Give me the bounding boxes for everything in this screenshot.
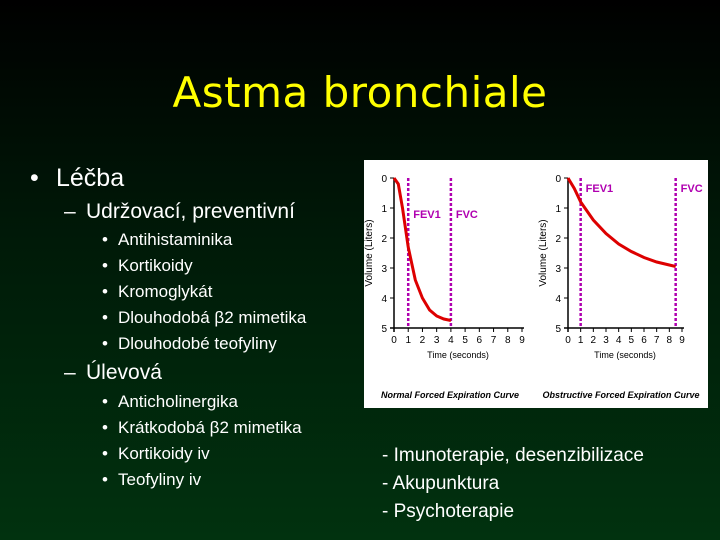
list-item: Krátkodobá β2 mimetika [118, 418, 302, 437]
y-tick-label: 5 [381, 324, 387, 335]
y-tick-label: 4 [555, 294, 561, 305]
marker-label: FVC [680, 183, 703, 195]
list-item: Kortikoidy [118, 256, 193, 275]
y-tick-label: 5 [555, 324, 561, 335]
list-item: Antihistaminika [118, 230, 233, 249]
marker-label: FEV1 [413, 209, 441, 221]
note-immunotherapy: - Imunoterapie, desenzibilizace [382, 445, 644, 466]
list-item: Kromoglykát [118, 282, 213, 301]
chart-caption: Obstructive Forced Expiration Curve [542, 390, 700, 400]
x-tick-label: 0 [565, 335, 571, 346]
x-tick-label: 1 [577, 335, 584, 346]
x-tick-label: 0 [391, 335, 397, 346]
x-tick-label: 9 [679, 335, 685, 346]
x-axis-label: Time (seconds) [594, 350, 656, 360]
x-tick-label: 1 [405, 335, 412, 346]
bullet-dot: • [102, 444, 108, 463]
x-tick-label: 5 [628, 335, 635, 346]
x-tick-label: 8 [504, 335, 511, 346]
bullet-dot: • [102, 470, 108, 489]
x-tick-label: 5 [462, 335, 468, 346]
section-label-relief: Úlevová [86, 361, 162, 384]
bullet-dot: • [102, 418, 108, 437]
y-axis-label: Volume (Liters) [538, 219, 549, 287]
y-tick-label: 0 [381, 174, 387, 185]
list-item: Kortikoidy iv [118, 444, 210, 463]
bullet-dot: • [102, 256, 108, 275]
outline-heading: Léčba [56, 164, 125, 192]
x-tick-label: 4 [448, 335, 454, 346]
note-psychotherapy: - Psychoterapie [382, 501, 515, 522]
bullet-dot: • [102, 282, 108, 301]
x-tick-label: 9 [519, 335, 525, 346]
x-tick-label: 7 [490, 335, 497, 346]
bullet-dot: • [102, 230, 108, 249]
chart-caption: Normal Forced Expiration Curve [380, 390, 520, 400]
y-tick-label: 3 [381, 264, 387, 275]
series-curve [568, 178, 676, 267]
dash-marker: – [64, 361, 76, 384]
list-item: Teofyliny iv [118, 470, 202, 489]
x-tick-label: 8 [666, 335, 673, 346]
section-label-maintenance: Udržovací, preventivní [86, 200, 295, 223]
y-tick-label: 0 [555, 174, 561, 185]
slide-title: Astma bronchiale [172, 68, 548, 117]
y-axis-label: Volume (Liters) [364, 219, 375, 287]
note-acupuncture: - Akupunktura [382, 473, 500, 494]
y-tick-label: 1 [381, 204, 387, 215]
y-tick-label: 2 [381, 234, 387, 245]
marker-label: FEV1 [585, 183, 614, 195]
x-tick-label: 2 [590, 335, 597, 346]
list-item: Anticholinergika [118, 392, 239, 411]
spirometry-curves-figure [364, 160, 708, 408]
x-axis-label: Time (seconds) [427, 350, 489, 360]
x-tick-label: 3 [433, 335, 440, 346]
dash-marker: – [64, 200, 76, 223]
marker-label: FVC [455, 209, 478, 221]
list-item: Dlouhodobé teofyliny [118, 334, 277, 353]
bullet-dot: • [102, 392, 108, 411]
y-tick-label: 2 [555, 234, 561, 245]
x-tick-label: 6 [476, 335, 483, 346]
y-tick-label: 4 [381, 294, 387, 305]
x-tick-label: 4 [615, 335, 622, 346]
list-item: Dlouhodobá β2 mimetika [118, 308, 307, 327]
x-tick-label: 7 [653, 335, 660, 346]
bullet-dot: • [30, 164, 39, 192]
x-tick-label: 6 [641, 335, 647, 346]
y-tick-label: 3 [555, 264, 561, 275]
x-tick-label: 3 [603, 335, 609, 346]
bullet-dot: • [102, 308, 108, 327]
y-tick-label: 1 [555, 204, 561, 215]
series-curve [394, 178, 451, 321]
x-tick-label: 2 [419, 335, 426, 346]
bullet-dot: • [102, 334, 108, 353]
